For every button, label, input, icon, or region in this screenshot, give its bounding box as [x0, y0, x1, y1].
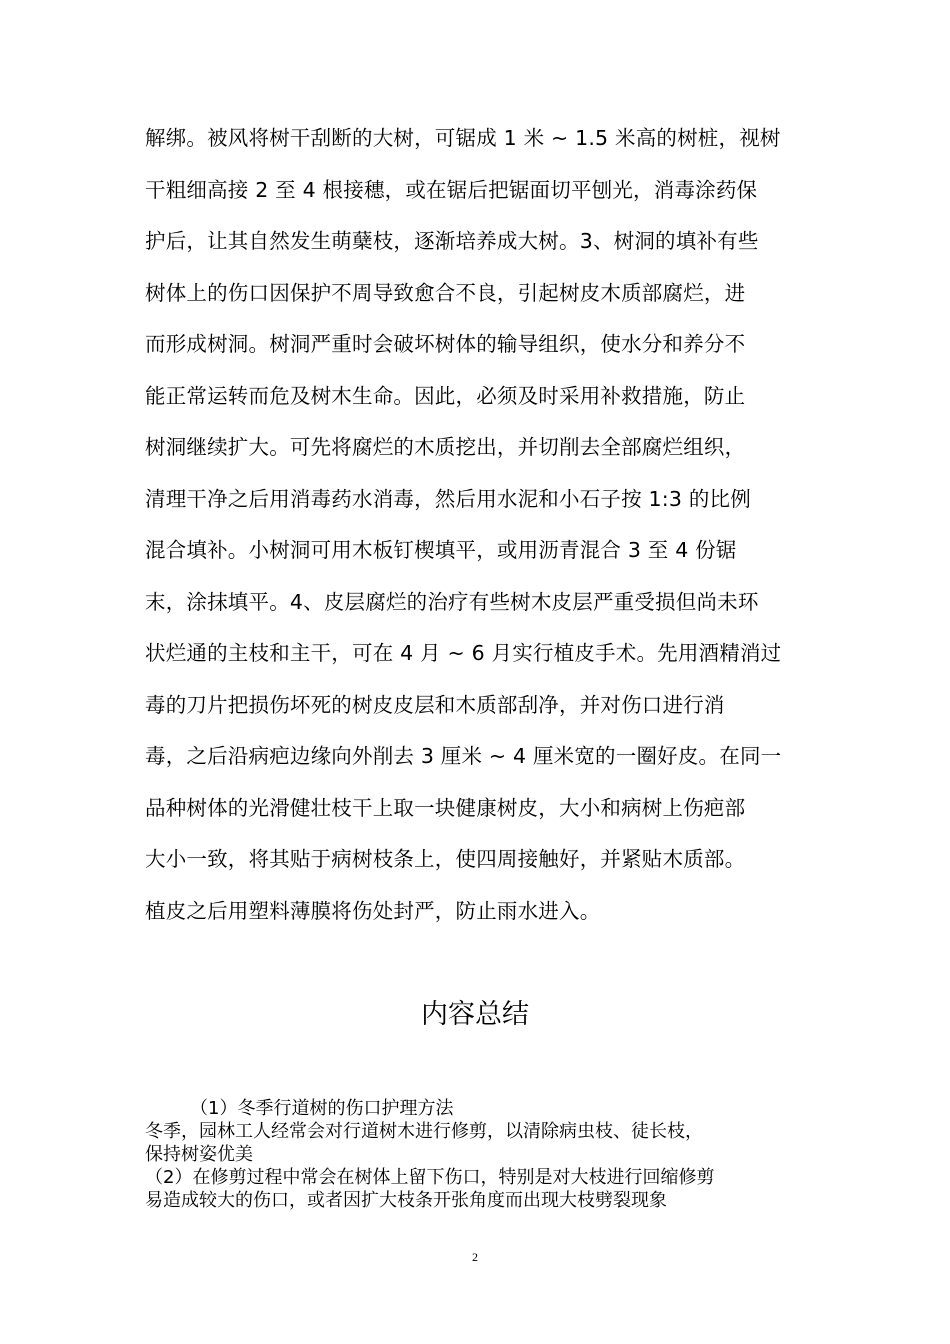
body-line: 植皮之后用塑料薄膜将伤处封严，防止雨水进入。 [145, 898, 601, 923]
body-line: 混合填补。小树洞可用木板钉楔填平，或用沥青混合 3 至 4 份锯 [145, 538, 737, 562]
body-line: 状烂通的主枝和主干，可在 4 月 ~ 6 月实行植皮手术。先用酒精消过 [145, 641, 782, 665]
page-number: 2 [472, 1250, 478, 1264]
body-line: 毒的刀片把损伤坏死的树皮皮层和木质部刮净，并对伤口进行消 [145, 692, 725, 717]
summary-line: （2）在修剪过程中常会在树体上留下伤口，特别是对大枝进行回缩修剪 [145, 1167, 715, 1188]
summary-section [145, 1097, 810, 1212]
body-line: 末，涂抹填平。4、皮层腐烂的治疗有些树木皮层严重受损但尚未环 [145, 589, 759, 614]
summary-line: 冬季，园林工人经常会对行道树木进行修剪，以清除病虫枝、徒长枝， [145, 1121, 703, 1142]
body-line: 解绑。被风将树干刮断的大树，可锯成 1 米 ~ 1.5 米高的树桩，视树 [145, 126, 781, 150]
body-line: 而形成树洞。树洞严重时会破坏树体的输导组织，使水分和养分不 [145, 332, 746, 356]
body-paragraph [145, 113, 810, 937]
body-line: 毒，之后沿病疤边缘向外削去 3 厘米 ~ 4 厘米宽的一圈好皮。在同一 [145, 744, 782, 768]
body-line: 树洞继续扩大。可先将腐烂的木质挖出，并切削去全部腐烂组织， [145, 435, 746, 459]
body-line: 干粗细高接 2 至 4 根接穗，或在锯后把锯面切平刨光，消毒涂药保 [145, 177, 758, 202]
body-line: 护后，让其自然发生萌蘖枝，逐渐培养成大树。3、树洞的填补有些 [145, 229, 759, 253]
body-line: 能正常运转而危及树木生命。因此，必须及时采用补救措施，防止 [145, 383, 746, 408]
summary-heading: 内容总结 [421, 999, 529, 1030]
body-line: 清理干净之后用消毒药水消毒，然后用水泥和小石子按 1:3 的比例 [145, 486, 751, 511]
body-line: 树体上的伤口因保护不周导致愈合不良，引起树皮木质部腐烂，进 [145, 280, 746, 305]
summary-line: 保持树姿优美 [145, 1144, 253, 1165]
body-line: 大小一致，将其贴于病树枝条上，使四周接触好，并紧贴木质部。 [145, 847, 746, 871]
body-line: 品种树体的光滑健壮枝干上取一块健康树皮，大小和病树上伤疤部 [145, 795, 746, 820]
summary-line: 易造成较大的伤口，或者因扩大枝条开张角度而出现大枝劈裂现象 [145, 1190, 667, 1211]
summary-item-heading: （1）冬季行道树的伤口护理方法 [190, 1098, 454, 1119]
